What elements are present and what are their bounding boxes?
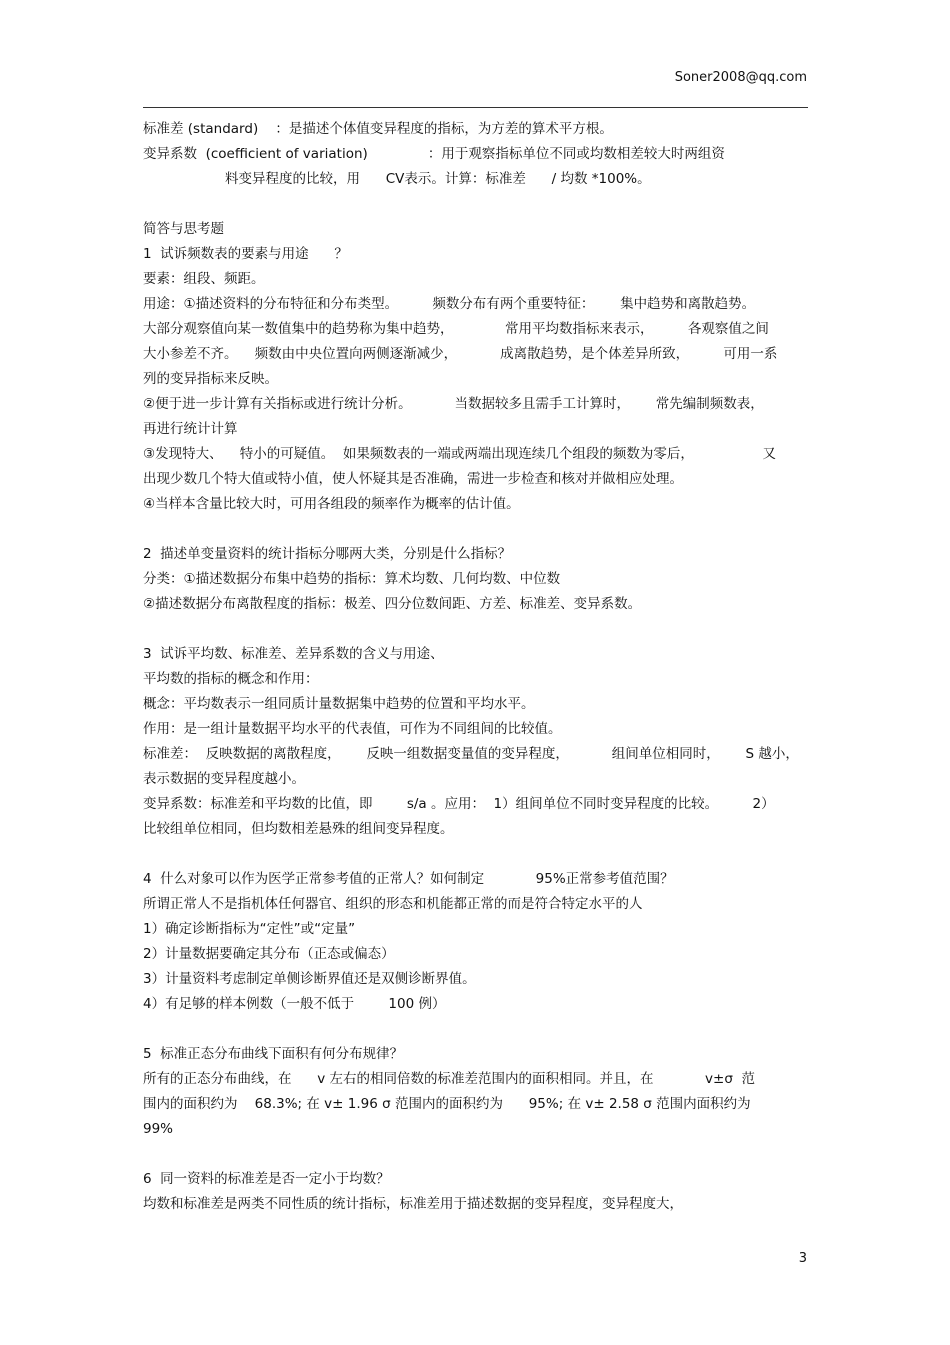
question-1: 1 试诉频数表的要素与用途 ？ [143,246,348,262]
question-3: 3 试诉平均数、标准差、差异系数的含义与用途、 [143,646,444,662]
answer-line: 用途：①描述资料的分布特征和分布类型。 频数分布有两个重要特征： 集中趋势和离散趋势。 [143,296,756,312]
blank-line [143,842,808,867]
blank-line [143,617,808,642]
answer-line: 分类：①描述数据分布集中趋势的指标：算术均数、几何均数、中位数 [143,571,561,587]
answer-line: ④当样本含量比较大时，可用各组段的频率作为概率的估计值。 [143,496,520,512]
answer-line: 概念：平均数表示一组同质计量数据集中趋势的位置和平均水平。 [143,696,535,712]
answer-line: 比较组单位相同，但均数相差悬殊的组间变异程度。 [143,821,454,837]
answer-line: 99% [143,1121,174,1137]
document-body [143,117,808,1217]
answer-line: 标准差： 反映数据的离散程度， 反映一组数据变量值的变异程度， 组间单位相同时， S 越小， [143,746,799,762]
header-divider [143,107,808,108]
blank-line [143,517,808,542]
answer-line: 出现少数几个特大值或特小值，使人怀疑其是否准确，需进一步检查和核对并做相应处理。 [143,471,683,487]
answer-line: 所有的正态分布曲线，在 v 左右的相同倍数的标准差范围内的面积相同。并且，在 v±σ 范 [143,1071,755,1087]
answer-line: 变异系数：标准差和平均数的比值，即 s/a 。应用： 1）组间单位不同时变异程度的比较。 2） [143,796,775,812]
question-4: 4 什么对象可以作为医学正常参考值的正常人？如何制定 95%正常参考值范围？ [143,871,674,887]
answer-line: 再进行统计计算 [143,421,238,437]
header-email: Soner2008@qq.com [674,70,807,85]
answer-line: ②便于进一步计算有关指标或进行统计分析。 当数据较多且需手工计算时， 常先编制频数表， [143,396,764,412]
answer-line: 要素：组段、频距。 [143,271,265,287]
answer-line: 围内的面积约为 68.3%; 在 v± 1.96 σ 范围内的面积约为 95%; 在 v± 2.58 σ 范围内面积约为 [143,1096,751,1112]
answer-line: 1）确定诊断指标为“定性”或“定量” [143,921,356,937]
answer-line: 大部分观察值向某一数值集中的趋势称为集中趋势， 常用平均数指标来表示， 各观察值之间 [143,321,769,337]
answer-line: 大小参差不齐。 频数由中央位置向两侧逐渐减少， 成离散趋势，是个体差异所致， 可用一系 [143,346,778,362]
answer-line: 作用：是一组计量数据平均水平的代表值，可作为不同组间的比较值。 [143,721,562,737]
answer-line: 3）计量资料考虑制定单侧诊断界值还是双侧诊断界值。 [143,971,476,987]
question-5: 5 标准正态分布曲线下面积有何分布规律？ [143,1046,404,1062]
blank-line [143,1142,808,1167]
answer-line: 均数和标准差是两类不同性质的统计指标，标准差用于描述数据的变异程度，变异程度大， [143,1196,683,1212]
answer-line: ②描述数据分布离散程度的指标：极差、四分位数间距、方差、标准差、变异系数。 [143,596,642,612]
blank-line [143,1017,808,1042]
section-heading: 简答与思考题 [143,221,224,237]
definition-cv-cont: 料变异程度的比较，用 CV表示。计算：标准差 / 均数 *100%。 [225,171,651,187]
answer-line: 表示数据的变异程度越小。 [143,771,305,787]
definition-cv: 变异系数 (coefficient of variation) ：用于观察指标单位不同或均数相差较大时两组资 [143,146,725,162]
answer-line: 所谓正常人不是指机体任何器官、组织的形态和机能都正常的而是符合特定水平的人 [143,896,643,912]
question-2: 2 描述单变量资料的统计指标分哪两大类，分别是什么指标？ [143,546,512,562]
answer-line: 2）计量数据要确定其分布（正态或偏态） [143,946,395,962]
answer-line: ③发现特大、 特小的可疑值。 如果频数表的一端或两端出现连续几个组段的频数为零后， 又 [143,446,777,462]
answer-line: 4）有足够的样本例数（一般不低于 100 例） [143,996,446,1012]
question-6: 6 同一资料的标准差是否一定小于均数？ [143,1171,390,1187]
page-number: 3 [798,1251,807,1266]
definition-standard-deviation: 标准差 (standard) ：是描述个体值变异程度的指标，为方差的算术平方根。 [143,121,613,137]
answer-line: 列的变异指标来反映。 [143,371,278,387]
answer-line: 平均数的指标的概念和作用： [143,671,319,687]
blank-line [143,192,808,217]
